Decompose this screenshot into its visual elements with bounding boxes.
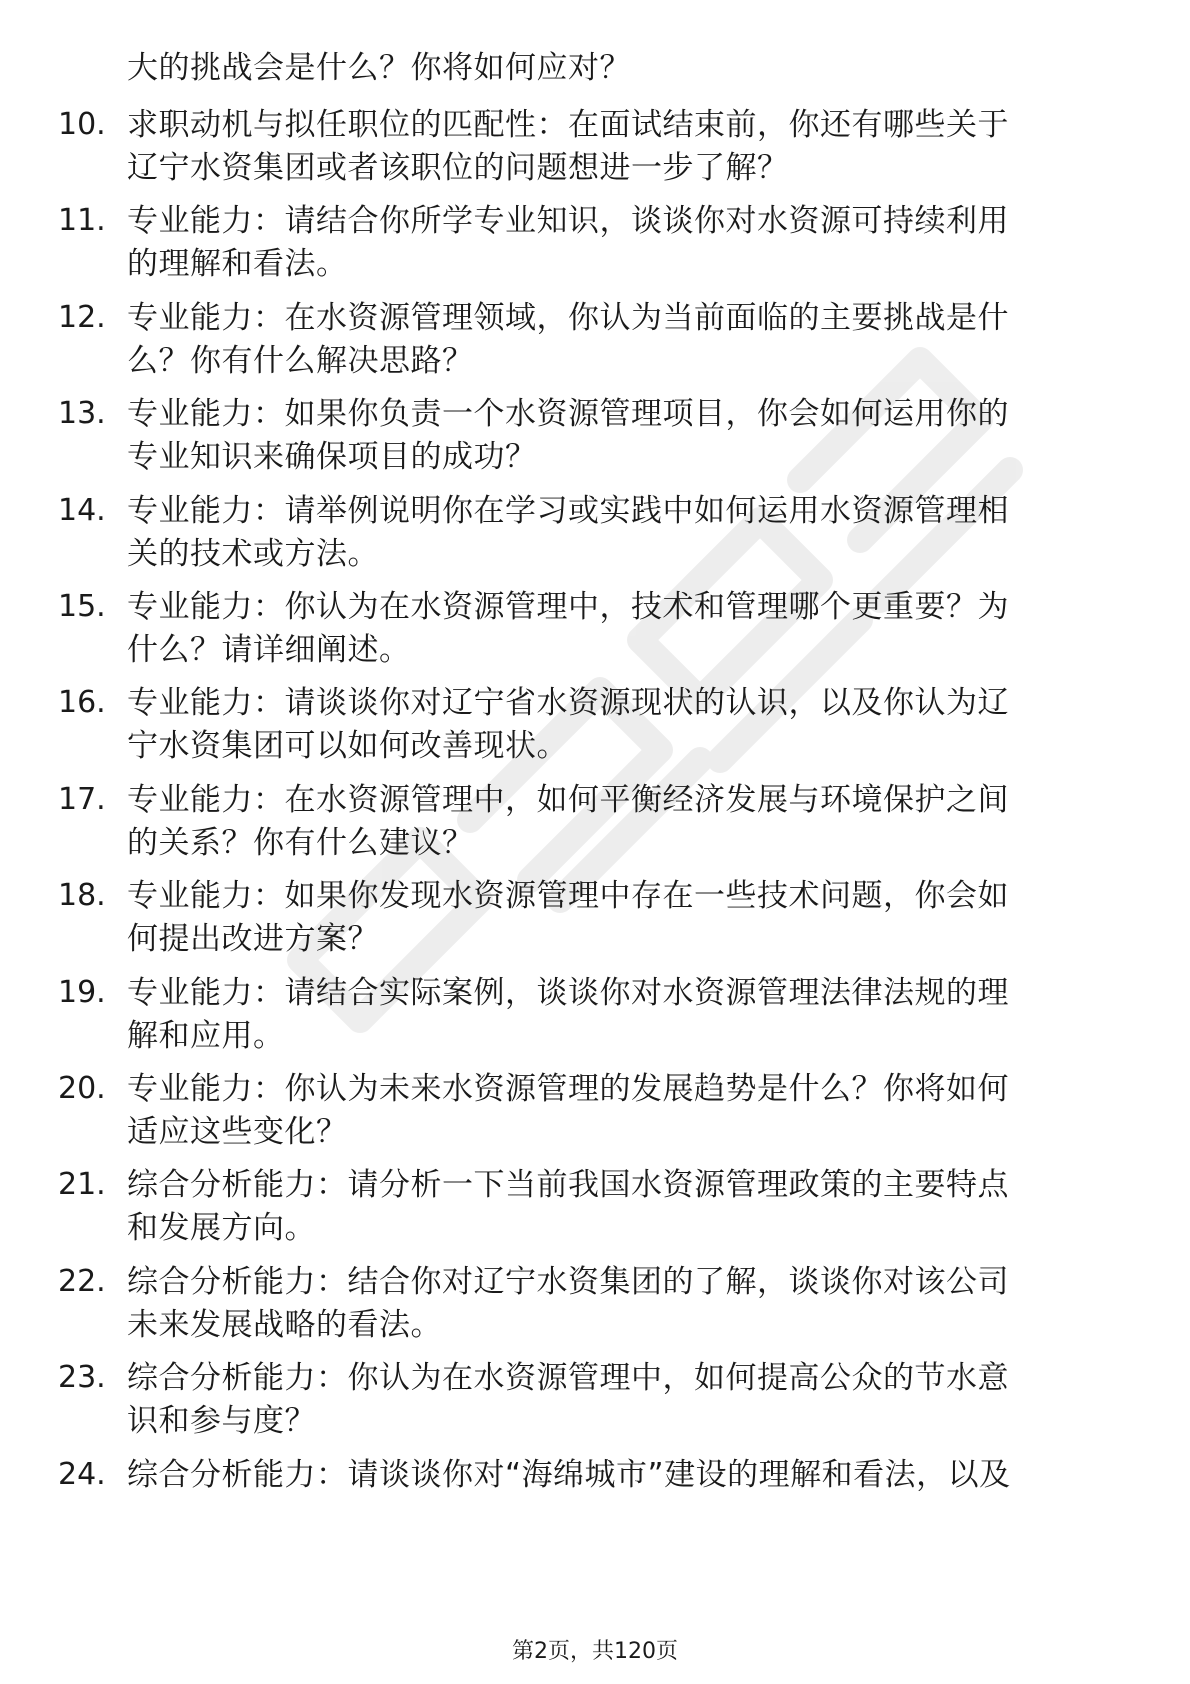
item-text-line: 的理解和看法。 (127, 246, 348, 282)
item-text-line: 专业能力：请结合实际案例，谈谈你对水资源管理法律法规的理 (127, 975, 1009, 1011)
item-number: 24. (58, 1457, 106, 1492)
item-text-line: 专业能力：在水资源管理中，如何平衡经济发展与环境保护之间 (127, 782, 1009, 818)
item-number: 13. (58, 396, 106, 431)
item-text-line: 专业能力：在水资源管理领域，你认为当前面临的主要挑战是什 (127, 300, 1009, 336)
item-number: 10. (58, 107, 106, 142)
item-text-line: 和发展方向。 (127, 1210, 316, 1246)
item-text-line: 综合分析能力：结合你对辽宁水资集团的了解，谈谈你对该公司 (127, 1264, 1009, 1300)
item-number: 11. (58, 203, 106, 238)
item-text-line: 专业能力：请结合你所学专业知识，谈谈你对水资源可持续利用 (127, 203, 1009, 239)
item-text-line: 适应这些变化？ (127, 1114, 348, 1150)
item-number: 22. (58, 1264, 106, 1299)
item-text-line: 未来发展战略的看法。 (127, 1307, 442, 1343)
item-number: 17. (58, 782, 106, 817)
item-number: 21. (58, 1167, 106, 1202)
item-text-line: 识和参与度？ (127, 1403, 316, 1439)
item-text-line: 综合分析能力：请分析一下当前我国水资源管理政策的主要特点 (127, 1167, 1009, 1203)
item-text-line: 专业能力：如果你负责一个水资源管理项目，你会如何运用你的 (127, 396, 1009, 432)
item-number: 23. (58, 1360, 106, 1395)
item-text-line: 综合分析能力：你认为在水资源管理中，如何提高公众的节水意 (127, 1360, 1009, 1396)
item-text-line: 综合分析能力：请谈谈你对“海绵城市”建设的理解和看法，以及 (127, 1457, 1011, 1493)
item-number: 14. (58, 493, 106, 528)
item-text-line: 专业能力：你认为在水资源管理中，技术和管理哪个更重要？为 (127, 589, 1009, 625)
item-text-line: 辽宁水资集团或者该职位的问题想进一步了解？ (127, 150, 789, 186)
continuation-line: 大的挑战会是什么？你将如何应对？ (127, 50, 631, 86)
item-text-line: 宁水资集团可以如何改善现状。 (127, 728, 568, 764)
item-text-line: 专业能力：你认为未来水资源管理的发展趋势是什么？你将如何 (127, 1071, 1009, 1107)
item-text-line: 什么？请详细阐述。 (127, 632, 411, 668)
item-number: 18. (58, 878, 106, 913)
item-number: 15. (58, 589, 106, 624)
item-number: 19. (58, 975, 106, 1010)
item-text-line: 的关系？你有什么建议？ (127, 825, 474, 861)
item-number: 20. (58, 1071, 106, 1106)
item-number: 16. (58, 685, 106, 720)
item-text-line: 解和应用。 (127, 1018, 285, 1054)
item-text-line: 求职动机与拟任职位的匹配性：在面试结束前，你还有哪些关于 (127, 107, 1009, 143)
item-text-line: 关的技术或方法。 (127, 536, 379, 572)
item-text-line: 何提出改进方案？ (127, 921, 379, 957)
item-text-line: 专业能力：请举例说明你在学习或实践中如何运用水资源管理相 (127, 493, 1009, 529)
item-text-line: 专业知识来确保项目的成功？ (127, 439, 537, 475)
item-text-line: 么？你有什么解决思路？ (127, 343, 474, 379)
page-number: 第2页，共120页 (512, 1639, 678, 1664)
item-number: 12. (58, 300, 106, 335)
item-text-line: 专业能力：如果你发现水资源管理中存在一些技术问题，你会如 (127, 878, 1009, 914)
item-text-line: 专业能力：请谈谈你对辽宁省水资源现状的认识，以及你认为辽 (127, 685, 1009, 721)
